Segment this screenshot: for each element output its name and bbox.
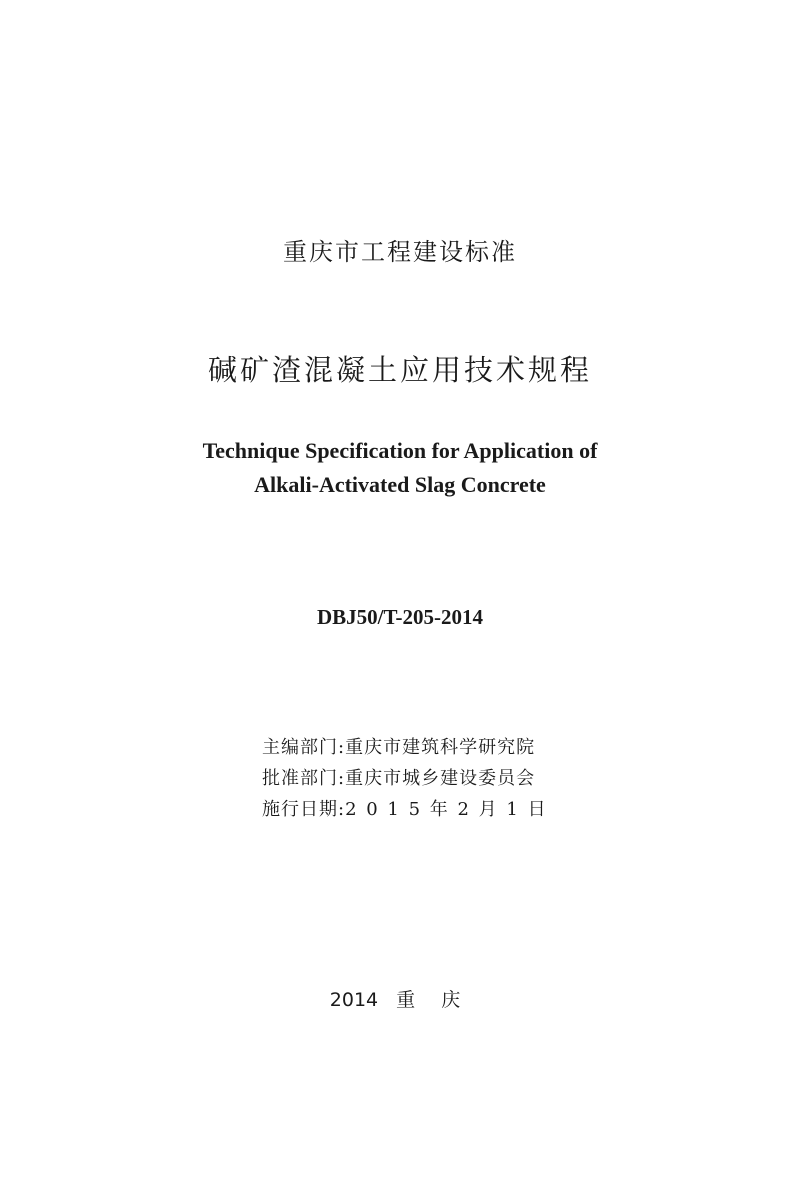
approver-label: 批准部门:	[262, 768, 346, 789]
approver-row	[262, 763, 662, 794]
effective-date-label: 施行日期:	[262, 799, 346, 820]
english-title	[0, 434, 800, 502]
imprint	[0, 986, 800, 1014]
series-title: 重庆市工程建设标准	[283, 238, 517, 266]
effective-date-row	[262, 794, 662, 825]
standard-number: DBJ50/T-205-2014	[316, 605, 484, 629]
editor-value: 重庆市建筑科学研究院	[345, 737, 536, 758]
publication-info	[262, 732, 662, 825]
english-title-line-2: Alkali-Activated Slag Concrete	[254, 472, 546, 497]
editor-row	[262, 732, 662, 763]
main-title: 碱矿渣混凝土应用技术规程	[207, 353, 592, 387]
effective-date-value: 2 0 1 5 年 2 月 1 日	[345, 799, 548, 820]
approver-value: 重庆市城乡建设委员会	[345, 768, 536, 789]
imprint-year: 2014	[329, 989, 379, 1011]
english-title-line-1: Technique Specification for Application of	[202, 438, 598, 463]
editor-label: 主编部门:	[262, 737, 346, 758]
imprint-place: 重 庆	[396, 989, 471, 1011]
